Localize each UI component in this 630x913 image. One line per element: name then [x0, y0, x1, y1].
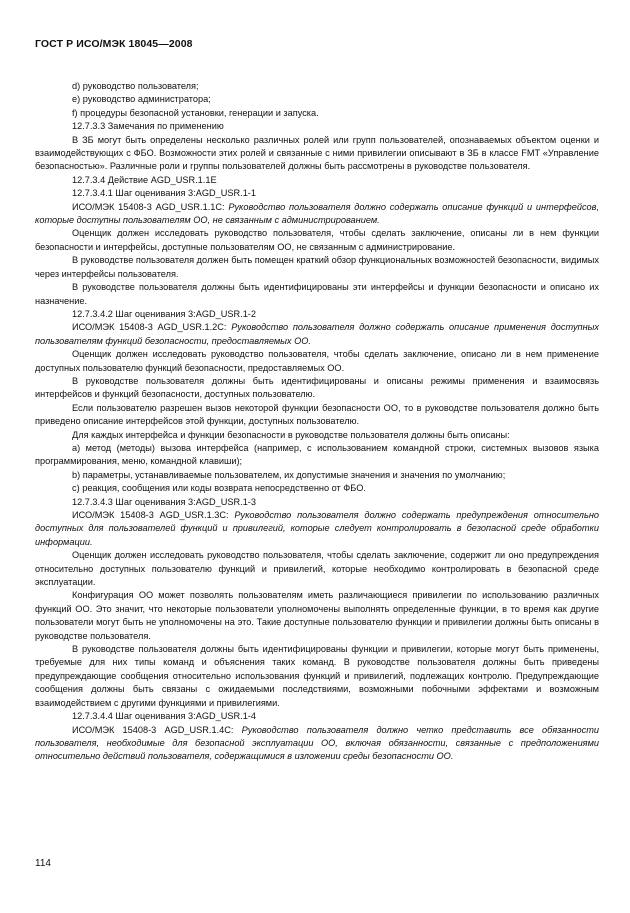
- requirement-ref: ИСО/МЭК 15408-3 AGD_USR.1.2C:: [72, 322, 232, 333]
- requirement-ref: ИСО/МЭК 15408-3 AGD_USR.1.4C:: [72, 724, 242, 735]
- section-heading: 12.7.3.4.1 Шаг оценивания 3:AGD_USR.1-1: [72, 188, 256, 199]
- paragraph: В руководстве пользователя должны быть идентифицированы функции и привилегии, которые могут быть применены, требуемые для них типы команд и объяснения таких команд. В руководстве пользователя должны быть приведены предупреждающие сообщения относительно использования функций и привилегий, подлежащих контролю. Предупреждающие сообщения должны быть связаны с ожидаемыми последствиями, возможными побочными эффектами и возможным взаимодействием с другими функциями и привилегиями.: [35, 644, 599, 708]
- paragraph: Конфигурация ОО может позволять пользователям иметь различающиеся привилегии по использованию различных функций ОО. Это значит, что некоторые пользователи уполномочены выполнять определенные функции, в то время как другие пользователи могут быть не уполномочены на это. Такие доступные пользователю функции и привилегии должны быть описаны в руководстве пользователя.: [35, 590, 599, 641]
- requirement-paragraph: [35, 321, 599, 348]
- paragraph: В руководстве пользователя должны быть идентифицированы и описаны режимы применения и взаимосвязь интерфейсов и функций безопасности, доступных пользователю.: [35, 375, 599, 400]
- paragraph: В руководстве пользователя должны быть идентифицированы эти интерфейсы и функции безопасности и описано их назначение.: [35, 282, 599, 306]
- requirement-paragraph: [35, 201, 599, 228]
- list-item: f) процедуры безопасной установки, генерации и запуска.: [72, 107, 319, 118]
- page-number: 114: [35, 858, 51, 869]
- document-body: [35, 80, 599, 764]
- paragraph: В руководстве пользователя должен быть помещен краткий обзор функциональных возможностей безопасности, видимых через интерфейсы пользователя.: [35, 255, 599, 279]
- requirement-ref: ИСО/МЭК 15408-3 AGD_USR.1.3C:: [72, 510, 235, 520]
- list-item: d) руководство пользователя;: [72, 81, 199, 91]
- paragraph: Оценщик должен исследовать руководство пользователя, чтобы сделать заключение, содержит ли оно предупреждения относительно доступных пользователю функций и привилегий, которые необходимо контролировать в безопасной среде эксплуатации.: [35, 550, 599, 588]
- paragraph: Оценщик должен исследовать руководство пользователя, чтобы сделать заключение, описано ли в нем применение доступных пользователю функций безопасности, предоставляемых ОО.: [35, 349, 599, 373]
- requirement-text: Руководство пользователя должно содержать описание применения доступных пользователям функций безопасности, предоставляемых ОО.: [35, 322, 599, 346]
- paragraph: В ЗБ могут быть определены несколько различных ролей или групп пользователей, опознаваемых объектом оценки и взаимодействующих с ФБО. Возможности этих ролей и связанные с ними привилегии описывают в ЗБ в классе FMT «Управление безопасностью». Различные роли и группы пользователей должны быть рассмотрены в руководстве пользователя.: [35, 134, 599, 172]
- requirement-text: Руководство пользователя должно четко представить все обязанности пользователя, необходимые для безопасной эксплуатации ОО, включая обязанности, связанные с предположениями относительно действий пользователя, содержащимися в изложении среды безопасности ОО.: [35, 724, 599, 762]
- requirement-text: Руководство пользователя должно содержать предупреждения относительно доступных для пользователей функций и привилегий, которые следует контролировать в безопасной среде обработки информации.: [35, 510, 599, 547]
- section-heading: 12.7.3.4 Действие AGD_USR.1.1E: [72, 174, 217, 185]
- paragraph: Если пользователю разрешен вызов некоторой функции безопасности ОО, то в руководстве пользователя должно быть приведено описание интерфейсов этой функции, доступных пользователю.: [35, 402, 599, 427]
- page-header-title: ГОСТ Р ИСО/МЭК 18045—2008: [35, 38, 193, 50]
- requirement-ref: ИСО/МЭК 15408-3 AGD_USR.1.1C:: [72, 201, 229, 212]
- list-item: b) параметры, устанавливаемые пользователем, их допустимые значения и значения по умолчанию;: [72, 469, 506, 480]
- section-heading: 12.7.3.3 Замечания по применению: [72, 121, 224, 132]
- list-item: a) метод (методы) вызова интерфейса (например, с использованием командной строки, системных вызовов языка программирования, меню, командной клавиши);: [35, 442, 599, 467]
- requirement-text: Руководство пользователя должно содержать описание функций и интерфейсов, которые доступны пользователям ОО, не связанным с администрированием.: [35, 201, 600, 226]
- requirement-paragraph: [35, 724, 599, 764]
- section-heading: 12.7.3.4.2 Шаг оценивания 3:AGD_USR.1-2: [72, 308, 256, 319]
- list-item: e) руководство администратора;: [72, 94, 211, 105]
- section-heading: 12.7.3.4.3 Шаг оценивания 3:AGD_USR.1-3: [72, 496, 256, 507]
- section-heading: 12.7.3.4.4 Шаг оценивания 3:AGD_USR.1-4: [72, 711, 256, 722]
- paragraph: Оценщик должен исследовать руководство пользователя, чтобы сделать заключение, описаны ли в нем функции безопасности и интерфейсы, доступные пользователям ОО, не связанным с администрирование.: [35, 228, 599, 252]
- list-item: c) реакция, сообщения или коды возврата непосредственно от ФБО.: [72, 483, 366, 494]
- requirement-paragraph: [35, 509, 599, 549]
- paragraph: Для каждых интерфейса и функции безопасности в руководстве пользователя должны быть описаны:: [72, 429, 510, 440]
